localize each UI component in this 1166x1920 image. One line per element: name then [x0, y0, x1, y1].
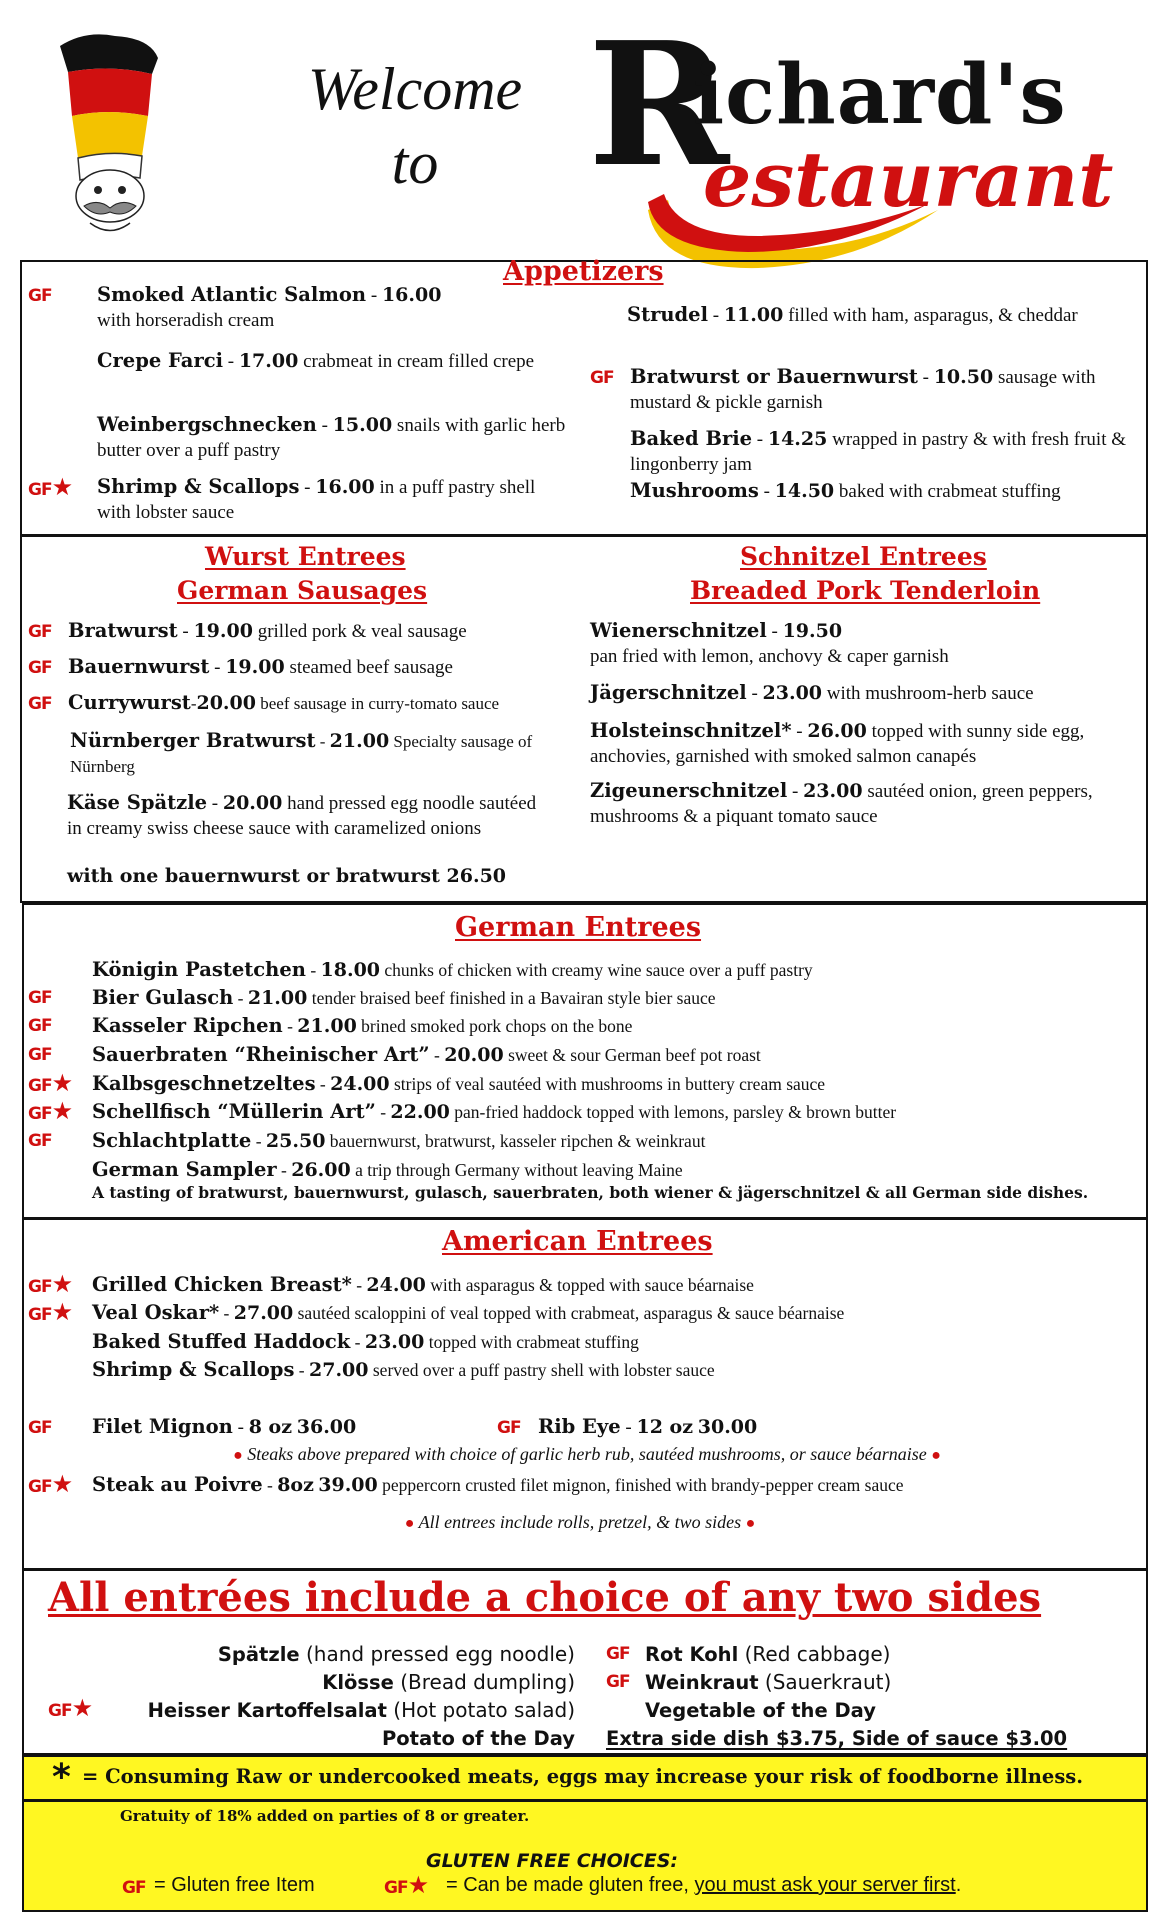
menu-item: Mushrooms - 14.50 baked with crabmeat stuffing — [630, 479, 1061, 502]
gf-icon: GF — [28, 988, 52, 1008]
gf-icon: GF — [497, 1418, 521, 1438]
gf-star-icon: GF★ — [384, 1871, 429, 1899]
logo-restaurant: estaurant — [703, 135, 1114, 224]
entree-note: ● All entrees include rolls, pretzel, & two sides ● — [404, 1512, 756, 1532]
schnitzel-subtitle: Breaded Pork Tenderloin — [690, 576, 1041, 605]
bullet-icon: ● — [931, 1447, 941, 1464]
german-entrees-title: German Entrees — [455, 912, 702, 943]
welcome-line: Welcome — [307, 56, 523, 122]
menu-item: Käse Spätzle - 20.00 hand pressed egg noodle sautéed in creamy swiss cheese sauce with caramelized onions — [67, 791, 537, 839]
menu-item: Currywurst-20.00 beef sausage in curry-tomato sauce — [68, 691, 500, 714]
raw-warning-text: = Consuming Raw or undercooked meats, eggs may increase your risk of foodborne illness. — [82, 1765, 1084, 1788]
side-item: Klösse (Bread dumpling) — [322, 1670, 575, 1694]
gf-icon: GF — [122, 1878, 146, 1898]
gf-star-icon: GF★ — [28, 473, 73, 501]
welcome-to-line: to — [391, 130, 439, 196]
gf-star-icon: GF★ — [28, 1298, 73, 1326]
restaurant-logo — [588, 5, 1138, 240]
gf-icon: GF — [28, 1131, 52, 1151]
menu-item: Steak au Poivre - 8oz 39.00 peppercorn crusted filet mignon, finished with brandy-pepper cream sauce — [92, 1473, 904, 1496]
gf-star-icon: GF★ — [48, 1694, 93, 1722]
star-icon: ★ — [71, 1694, 93, 1722]
menu-item: Strudel - 11.00 filled with ham, asparagus, & cheddar — [627, 303, 1078, 326]
menu-item: Holsteinschnitzel* - 26.00 topped with sunny side egg, anchovies, garnished with smoked salmon canapés — [590, 719, 1085, 767]
gf-legend: = Gluten free Item — [154, 1874, 315, 1896]
welcome-heading — [275, 52, 555, 200]
steak-note: ● Steaks above prepared with choice of garlic herb rub, sautéed mushrooms, or sauce béarnaise ● — [233, 1444, 941, 1464]
gratuity-note: Gratuity of 18% added on parties of 8 or greater. — [120, 1807, 530, 1825]
gf-star-icon: GF★ — [28, 1270, 73, 1298]
menu-item: Grilled Chicken Breast* - 24.00 with asparagus & topped with sauce béarnaise — [92, 1273, 754, 1296]
gf-icon: GF — [606, 1644, 630, 1664]
side-item: Vegetable of the Day — [645, 1699, 876, 1722]
gf-icon: GF — [28, 286, 52, 306]
appetizers-title: Appetizers — [503, 256, 664, 287]
menu-item: Schellfisch “Müllerin Art” - 22.00 pan-fried haddock topped with lemons, parsley & brown butter — [92, 1100, 897, 1123]
gf-star-icon: GF★ — [28, 1069, 73, 1097]
menu-item: Sauerbraten “Rheinischer Art” - 20.00 sweet & sour German beef pot roast — [92, 1043, 761, 1066]
menu-item: Shrimp & Scallops - 16.00 in a puff pastry shell with lobster sauce — [97, 475, 536, 523]
star-icon: ★ — [51, 473, 73, 501]
menu-item: Weinbergschnecken - 15.00 snails with garlic herb butter over a puff pastry — [97, 413, 566, 461]
menu-item: Veal Oskar* - 27.00 sautéed scaloppini of veal topped with crabmeat, asparagus & sauce béarnaise — [92, 1301, 845, 1324]
menu-item-extra: with one bauernwurst or bratwurst 26.50 — [67, 865, 507, 887]
menu-item: Filet Mignon - 8 oz 36.00 — [92, 1415, 357, 1438]
menu-item: Baked Brie - 14.25 wrapped in pastry & with fresh fruit & lingonberry jam — [630, 427, 1127, 475]
bullet-icon: ● — [745, 1515, 756, 1532]
menu-item: Crepe Farci - 17.00 crabmeat in cream filled crepe — [97, 349, 535, 372]
bullet-icon: ● — [404, 1515, 415, 1532]
menu-item: Königin Pastetchen - 18.00 chunks of chicken with creamy wine sauce over a puff pastry — [92, 958, 813, 981]
asterisk-icon: * — [52, 1757, 71, 1798]
gf-icon: GF — [590, 368, 614, 388]
menu-item: Bauernwurst - 19.00 steamed beef sausage — [68, 655, 453, 678]
side-item: Heisser Kartoffelsalat (Hot potato salad) — [147, 1698, 575, 1722]
gf-icon: GF — [28, 694, 52, 714]
wurst-title: Wurst Entrees — [205, 542, 406, 571]
gf-icon: GF — [28, 622, 52, 642]
menu-item: Bier Gulasch - 21.00 tender braised beef finished in a Bavairan style bier sauce — [92, 986, 716, 1009]
schnitzel-title: Schnitzel Entrees — [740, 542, 987, 571]
chef-flag-hat-illustration — [40, 28, 170, 238]
menu-item: Wienerschnitzel - 19.50 pan fried with lemon, anchovy & caper garnish — [590, 619, 949, 667]
gluten-free-title: GLUTEN FREE CHOICES: — [426, 1850, 679, 1872]
bullet-icon: ● — [233, 1447, 243, 1464]
gf-icon: GF — [28, 1418, 52, 1438]
gf-star-icon: GF★ — [28, 1470, 73, 1498]
side-item: Potato of the Day — [381, 1727, 575, 1750]
menu-item: Bratwurst - 19.00 grilled pork & veal sausage — [68, 619, 467, 642]
side-item: Weinkraut (Sauerkraut) — [645, 1670, 892, 1694]
gf-star-legend: = Can be made gluten free, you must ask your server first. — [446, 1874, 962, 1896]
menu-item: Smoked Atlantic Salmon - 16.00 with horseradish cream — [97, 283, 442, 331]
star-icon: ★ — [51, 1270, 73, 1298]
menu-item: Baked Stuffed Haddock - 23.00 topped with crabmeat stuffing — [92, 1330, 639, 1353]
gf-icon: GF — [606, 1672, 630, 1692]
logo-richards: ichard's — [693, 47, 1067, 143]
logo-big-r: R — [588, 5, 730, 205]
side-extra-price: Extra side dish $3.75, Side of sauce $3.00 — [606, 1727, 1068, 1750]
menu-item: Kalbsgeschnetzeltes - 24.00 strips of veal sautéed with mushrooms in buttery cream sauce — [92, 1072, 826, 1095]
wurst-subtitle: German Sausages — [177, 576, 428, 605]
side-item: Spätzle (hand pressed egg noodle) — [217, 1642, 575, 1666]
gf-star-icon: GF★ — [28, 1097, 73, 1125]
star-icon: ★ — [51, 1097, 73, 1125]
menu-item: Rib Eye - 12 oz 30.00 — [538, 1415, 758, 1438]
menu-item: Shrimp & Scallops - 27.00 served over a puff pastry shell with lobster sauce — [92, 1358, 715, 1381]
menu-item: Zigeunerschnitzel - 23.00 sautéed onion, green peppers, mushrooms & a piquant tomato sauce — [590, 779, 1093, 827]
menu-item: Nürnberger Bratwurst - 21.00 Specialty sausage of Nürnberg — [70, 729, 533, 776]
side-item: Rot Kohl (Red cabbage) — [645, 1642, 891, 1666]
star-icon: ★ — [51, 1470, 73, 1498]
american-entrees-title: American Entrees — [442, 1226, 713, 1257]
star-icon: ★ — [51, 1069, 73, 1097]
menu-item: German Sampler - 26.00 a trip through Germany without leaving Maine — [92, 1158, 683, 1181]
star-icon: ★ — [407, 1871, 429, 1899]
menu-item: Kasseler Ripchen - 21.00 brined smoked pork chops on the bone — [92, 1014, 633, 1037]
sides-title: All entrées include a choice of any two sides — [48, 1574, 1042, 1621]
gf-icon: GF — [28, 1016, 52, 1036]
star-icon: ★ — [51, 1298, 73, 1326]
gf-icon: GF — [28, 658, 52, 678]
menu-item: Jägerschnitzel - 23.00 with mushroom-herb sauce — [590, 681, 1034, 704]
gf-icon: GF — [28, 1045, 52, 1065]
menu-item: Bratwurst or Bauernwurst - 10.50 sausage with mustard & pickle garnish — [630, 365, 1096, 413]
menu-item: Schlachtplatte - 25.50 bauernwurst, bratwurst, kasseler ripchen & weinkraut — [92, 1129, 706, 1152]
menu-item-extra: A tasting of bratwurst, bauernwurst, gulasch, sauerbraten, both wiener & jägerschnitzel & all German side dishes. — [92, 1183, 1089, 1202]
